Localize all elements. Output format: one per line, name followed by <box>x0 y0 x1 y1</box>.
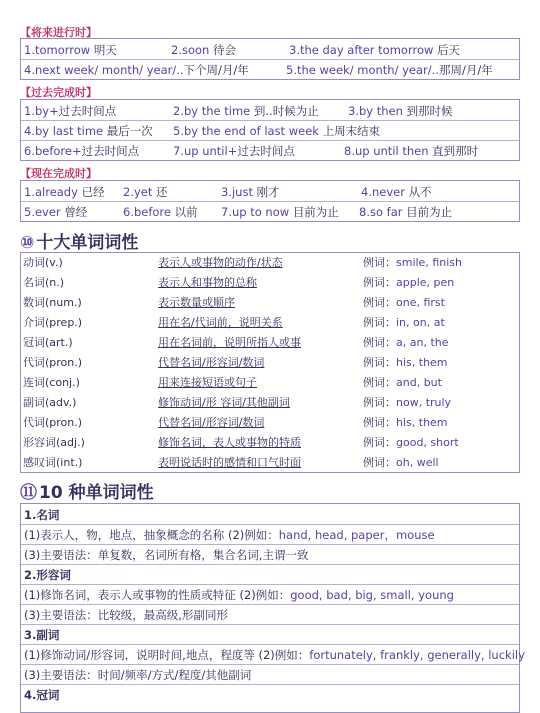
pos-description: 修饰动词/形 容词/其他副词 <box>158 396 290 409</box>
pos-name: 介词(prep.) <box>23 316 83 329</box>
present-item-8: 8.so far 目前为止 <box>359 205 453 219</box>
section-10-title <box>20 228 138 253</box>
pos-description: 表明说话时的感情和口气时面 <box>158 456 301 469</box>
pos-heading: 3.副词 <box>24 628 60 642</box>
pos-table-row <box>21 293 519 313</box>
pos-table-row <box>21 313 519 333</box>
past-row-3 <box>21 141 519 161</box>
future-item-1: 1.tomorrow 明天 <box>24 43 117 57</box>
pos-name: 代词(pron.) <box>23 356 83 369</box>
past-item-3: 3.by then 到那时候 <box>348 104 453 118</box>
present-item-3: 3.just 刚才 <box>221 185 280 199</box>
present-item-6: 6.before 以前 <box>123 205 198 219</box>
pos-description: 表示人和事物的总称 <box>158 276 257 289</box>
pos-name: 数词(num.) <box>23 296 82 309</box>
future-item-4: 4.next week/ month/ year/..下个周/月/年 <box>24 63 249 77</box>
future-continuous-label: 【将来进行时】 <box>20 26 97 39</box>
past-item-7: 7.up until+过去时间点 <box>173 144 295 158</box>
pos-example: 例词：oh, well <box>363 456 439 469</box>
pos-table-row <box>21 393 519 413</box>
pos-name: 动词(v.) <box>23 256 63 269</box>
future-item-5: 5.the week/ month/ year/..那周/月/年 <box>286 63 493 77</box>
past-perfect-label: 【过去完成时】 <box>20 86 97 99</box>
pos-example: 例词：his, them <box>363 356 448 369</box>
pos-example: 例词：apple, pen <box>363 276 455 289</box>
pos-example: 例词：one, first <box>363 296 445 309</box>
pos-name: 冠词(art.) <box>23 336 73 349</box>
part-of-speech-table <box>20 252 520 473</box>
pos-definition-line: (1)修饰名词，表示人或事物的性质或特征 (2)例如：good, bad, big, small, young <box>24 588 454 602</box>
future-item-3: 3.the day after tomorrow 后天 <box>289 43 461 57</box>
future-row-2 <box>21 60 519 80</box>
pos-table-row <box>21 253 519 273</box>
pos-name: 副词(adv.) <box>23 396 77 409</box>
pos-example: 例词：a, an, the <box>363 336 449 349</box>
pos-definition-line: (1)表示人，物，地点，抽象概念的名称 (2)例如：hand, head, paper，mouse <box>24 528 435 542</box>
past-item-6: 6.before+过去时间点 <box>24 144 140 158</box>
pos-example: 例词：and, but <box>363 376 442 389</box>
present-item-7: 7.up to now 目前为止 <box>221 205 339 219</box>
past-item-5: 5.by the end of last week 上周末结束 <box>173 124 381 138</box>
pos-name: 连词(conj.) <box>23 376 80 389</box>
pos-example: 例词：in, on, at <box>363 316 445 329</box>
pos-table-row <box>21 273 519 293</box>
pos-description: 用在名词前，说明所指人或事 <box>158 336 301 349</box>
section-10-title-text: 十大单词词性 <box>36 233 139 253</box>
pos-heading: 2.形容词 <box>24 568 71 582</box>
pos-grammar-line: (3)主要语法：单复数，名词所有格，集合名词,主谓一致 <box>24 548 309 562</box>
pos-name: 代词(pron.) <box>23 416 83 429</box>
present-row-2 <box>21 202 519 222</box>
past-item-1: 1.by+过去时间点 <box>24 104 117 118</box>
pos-example: 例词：good, short <box>363 436 459 449</box>
pos-description: 修饰名词，表人或事物的特质 <box>158 436 301 449</box>
present-item-5: 5.ever 曾经 <box>24 205 88 219</box>
present-row-1 <box>21 182 519 202</box>
pos-example: 例词：smile, finish <box>363 256 462 269</box>
past-row-2 <box>21 121 519 141</box>
present-item-1: 1.already 已经 <box>24 185 105 199</box>
present-item-4: 4.never 从不 <box>361 185 432 199</box>
past-item-8: 8.up until then 直到那时 <box>344 144 479 158</box>
pos-definition-line: (1)修饰动词/形容词，说明时间,地点，程度等 (2)例如：fortunately, frankly, generally, luckily <box>24 648 525 662</box>
pos-grammar-line: (3)主要语法：时间/频率/方式/程度/其他副词 <box>24 668 252 682</box>
part-of-speech-details <box>20 503 525 713</box>
past-perfect-box <box>20 99 520 161</box>
future-item-2: 2.soon 待会 <box>171 43 236 57</box>
pos-table-row <box>21 373 519 393</box>
pos-description: 代替名词/形容词/数词 <box>158 416 265 429</box>
pos-table-row <box>21 433 519 453</box>
past-item-2: 2.by the time 到..时候为止 <box>173 104 319 118</box>
pos-description: 表示人或事物的动作/状态 <box>158 256 283 269</box>
pos-grammar-line: (3)主要语法：比较级，最高级,形副同形 <box>24 608 228 622</box>
present-item-2: 2.yet 还 <box>123 185 168 199</box>
pos-table-row <box>21 413 519 433</box>
pos-heading: 1.名词 <box>24 508 60 522</box>
section-11-number: ⑪ <box>20 483 37 503</box>
pos-name: 感叹词(int.) <box>23 456 83 469</box>
future-continuous-box <box>20 38 520 80</box>
past-row-1 <box>21 101 519 121</box>
pos-table-row <box>21 333 519 353</box>
present-perfect-box <box>20 180 520 222</box>
past-item-4: 4.by last time 最后一次 <box>24 124 153 138</box>
pos-description: 用在名/代词前，说明关系 <box>158 316 283 329</box>
pos-example: 例词：his, them <box>363 416 448 429</box>
future-row-1 <box>21 40 519 60</box>
pos-heading: 4.冠词 <box>24 688 60 702</box>
present-perfect-label: 【现在完成时】 <box>20 167 97 180</box>
pos-name: 名词(n.) <box>23 276 65 289</box>
pos-example: 例词：now, truly <box>363 396 452 409</box>
section-10-number: ⑩ <box>20 233 35 253</box>
pos-description: 表示数量或顺序 <box>158 296 235 309</box>
pos-description: 用来连接短语或句子 <box>158 376 257 389</box>
section-11-title-text: 10 种单词词性 <box>39 483 154 503</box>
pos-table-row <box>21 353 519 373</box>
pos-table-row <box>21 453 519 473</box>
section-11-title <box>20 478 154 503</box>
pos-name: 形容词(adj.) <box>23 436 85 449</box>
pos-description: 代替名词/形容词/数词 <box>158 356 265 369</box>
